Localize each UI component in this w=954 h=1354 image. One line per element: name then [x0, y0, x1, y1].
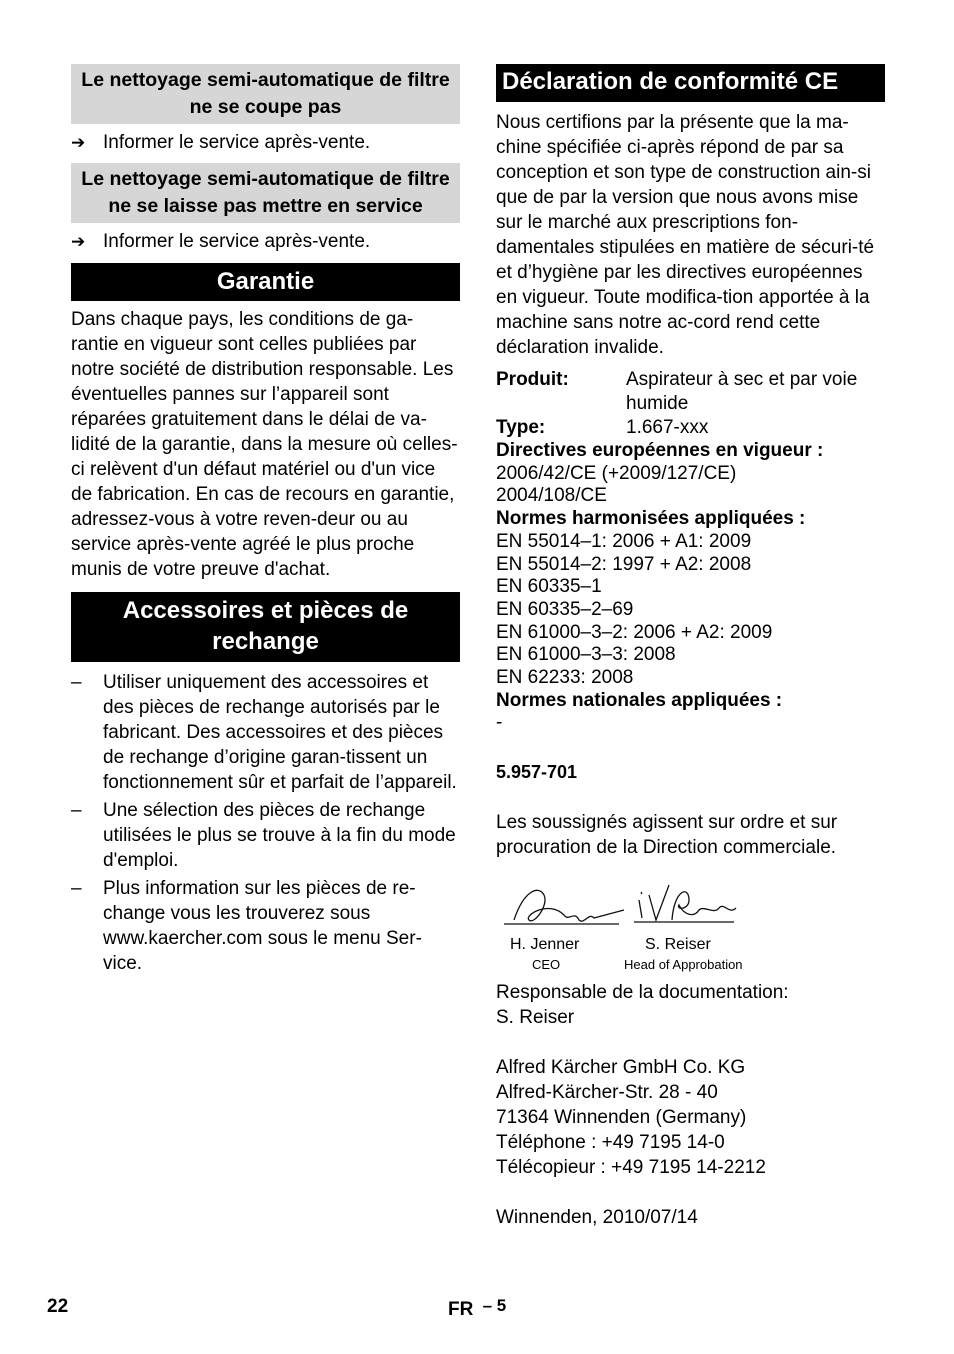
arrow-right-icon: ➔ [71, 133, 86, 152]
place-date: Winnenden, 2010/07/14 [496, 1207, 698, 1229]
garantie-heading: Garantie [71, 263, 460, 301]
address-line: Alfred-Kärcher-Str. 28 - 40 [496, 1082, 718, 1104]
normes-label: Normes harmonisées appliquées : [496, 508, 806, 530]
signatory-1-name: H. Jenner [510, 936, 580, 954]
produit-row: Produit: Aspirateur à sec et par voie humide [496, 369, 858, 414]
declaration-intro: Nous certifions par la présente que la ma-chine spécifiée ci-après répond de par sa conception et son type de construction ain-si que de par la version que nous avons mise sur le marché aux prescriptions fon-damentales stipulées en matière de sécuri-té et d’hygiène par les directives européennes en vigueur. Toute modifica-tion apportée à la machine sans notre ac-cord rend cette déclaration invalide. [496, 112, 875, 358]
list-item: – Utiliser uniquement des accessoires et des pièces de rechange autorisés par le fabricant. Des accessoires et des pièces de rechange d’origine garan-tissent un fonctionnement sûr et parfait de l’appareil. [71, 672, 457, 793]
troubleshoot-heading-2: Le nettoyage semi-automatique de filtre ne se laisse pas mettre en service [71, 163, 460, 223]
action-text-2: Informer le service après-vente. [103, 231, 371, 252]
directive-item: 2004/108/CE [496, 485, 607, 507]
address-line: Alfred Kärcher GmbH Co. KG [496, 1057, 746, 1079]
address-line: Téléphone : +49 7195 14-0 [496, 1132, 725, 1154]
list-item: – Une sélection des pièces de rechange utilisées le plus se trouve à la fin du mode d'emploi. [71, 800, 456, 871]
address-line: Télécopieur : +49 7195 14-2212 [496, 1157, 766, 1179]
action-text-1: Informer le service après-vente. [103, 132, 371, 153]
signatures [496, 880, 885, 973]
address-block [496, 1055, 885, 1180]
section-number: – 5 [482, 1296, 507, 1315]
type-row: Type: 1.667-xxx [496, 417, 709, 438]
norme-item: EN 61000–3–2: 2006 + A2: 2009 [496, 621, 773, 643]
norme-item: EN 61000–3–3: 2008 [496, 644, 676, 666]
norme-item: EN 62233: 2008 [496, 667, 634, 689]
signatory-1-role: CEO [532, 957, 561, 973]
nationales-label: Normes nationales appliquées : [496, 689, 783, 711]
norme-item: EN 60335–2–69 [496, 598, 634, 620]
garantie-text: Dans chaque pays, les conditions de ga-rantie en vigueur sont celles publiées par notre société de distribution responsable. Les éventuelles pannes sur l’appareil sont réparées gratuitement dans le délai de va-lidité de la garantie, dans la mesure où celles-ci relèvent d'un défaut matériel ou d'un vice de fabrication. En cas de recours en garantie, adressez-vous à votre reven-deur ou au service après-vente agréé le plus proche munis de votre preuve d'achat. [71, 309, 458, 580]
directive-item: 2006/42/CE (+2009/127/CE) [496, 462, 737, 484]
nationales-value: - [496, 712, 503, 734]
resp-label: Responsable de la documentation: [496, 982, 789, 1004]
left-column [71, 64, 460, 979]
right-column [496, 64, 885, 1230]
product-table [496, 368, 885, 440]
accessoires-heading: Accessoires et pièces de rechange [71, 592, 460, 662]
directives-label: Directives européennes en vigueur : [496, 440, 824, 461]
document-code: 5.957-701 [496, 762, 578, 783]
norme-item: EN 55014–2: 1997 + A2: 2008 [496, 553, 752, 575]
signature-image [504, 880, 764, 936]
action-line-2 [71, 229, 460, 254]
action-line-1 [71, 130, 460, 155]
page-number: 22 [47, 1296, 69, 1317]
declaration-heading: Déclaration de conformité CE [496, 64, 885, 102]
lang-code: FR [448, 1299, 474, 1320]
accessoires-list [71, 670, 460, 976]
signatory-2-role: Head of Approbation [624, 957, 743, 973]
norme-item: EN 60335–1 [496, 576, 602, 598]
norme-item: EN 55014–1: 2006 + A1: 2009 [496, 530, 752, 552]
resp-name: S. Reiser [496, 1007, 575, 1029]
arrow-right-icon: ➔ [71, 232, 86, 251]
address-line: 71364 Winnenden (Germany) [496, 1107, 747, 1129]
soussignes-text: Les soussignés agissent sur ordre et sur procuration de la Direction commerciale. [496, 812, 838, 859]
list-item: – Plus information sur les pièces de re-change vous les trouverez sous www.kaercher.com sous le menu Ser-vice. [71, 878, 422, 974]
troubleshoot-heading-1: Le nettoyage semi-automatique de filtre ne se coupe pas [71, 64, 460, 124]
footer-lang [448, 1296, 506, 1321]
signatory-2-name: S. Reiser [645, 936, 711, 954]
